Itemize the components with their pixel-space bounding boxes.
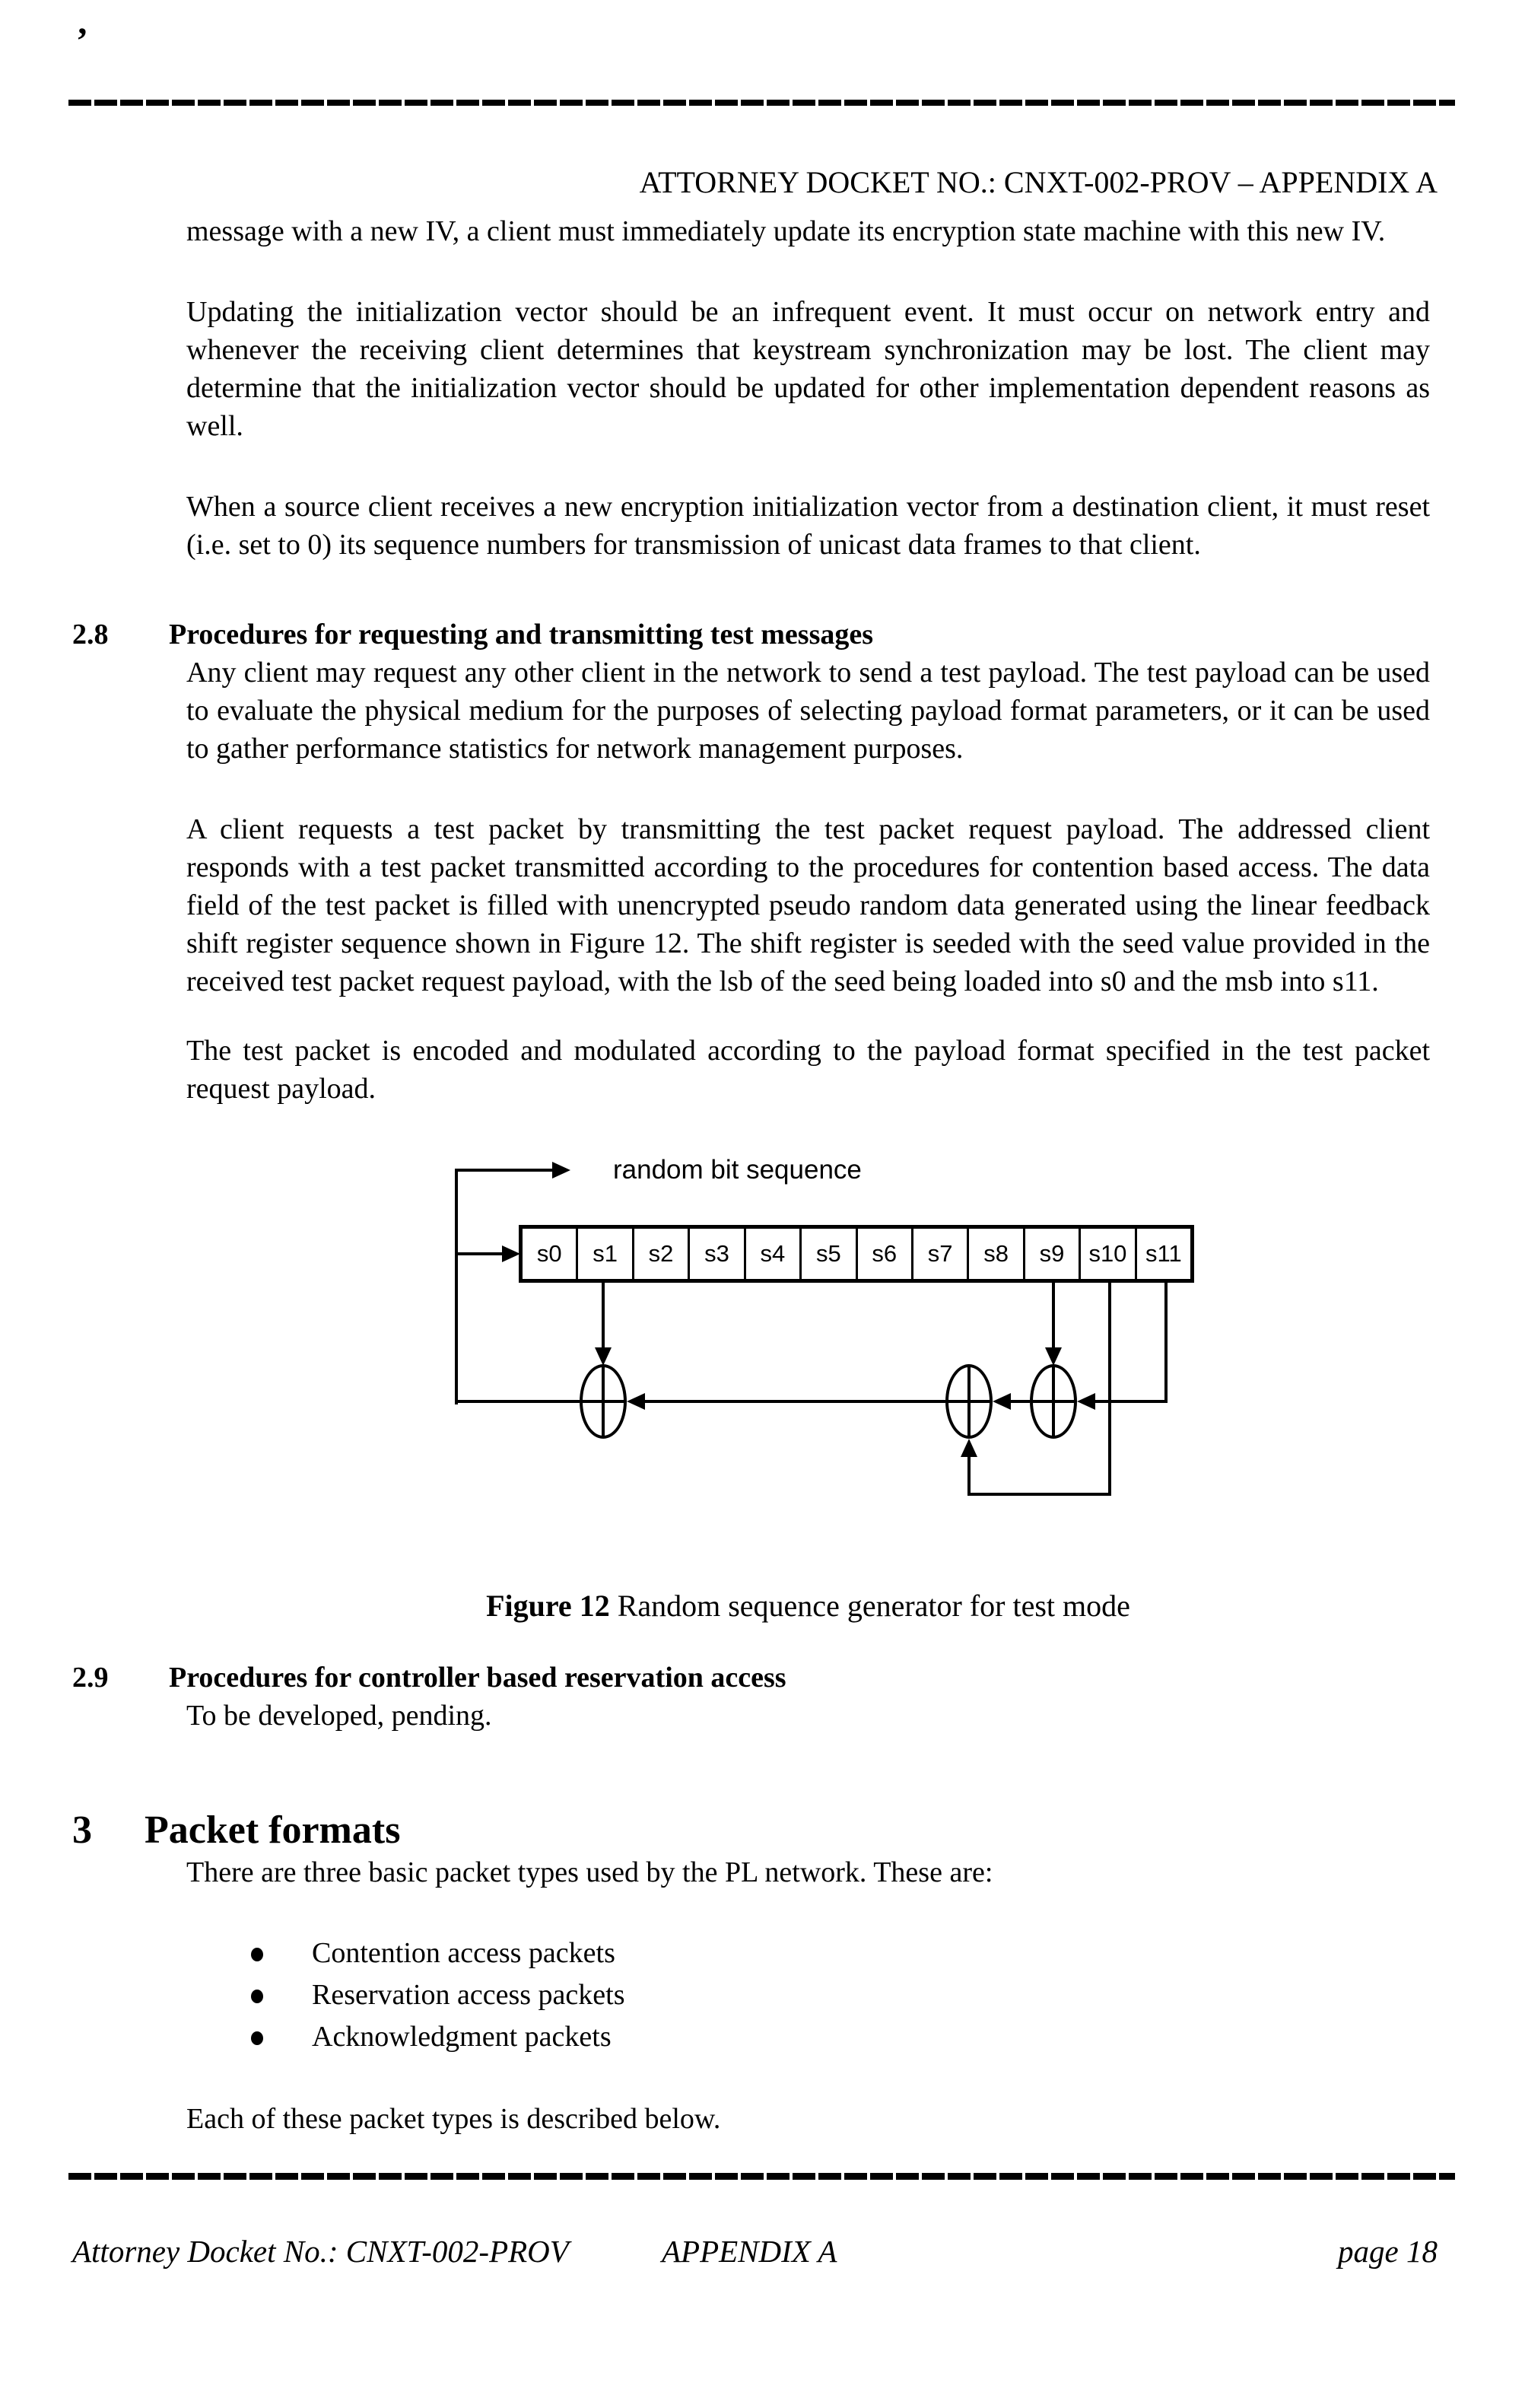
xor3-input-arrowhead-icon [1077,1393,1095,1410]
register-cell-s0: s0 [536,1240,562,1267]
register-cell-s1: s1 [576,1229,631,1279]
section-2-9-heading [72,1659,1430,1697]
figure-12-diagram [0,1152,1525,1555]
register-cell-s7: s7 [911,1229,967,1279]
section-2-8-title: Procedures for requesting and transmitting test messages [169,619,874,651]
feedback-line [455,1169,458,1404]
register-input-line [456,1252,502,1255]
xor-gate-2-icon [945,1364,993,1439]
list-item-reservation: Reservation access packets [312,1974,1525,2016]
register-cell-s10: s10 [1079,1229,1134,1279]
paragraph-test-packet-request: A client requests a test packet by transmitting the test packet request payload. The addressed client responds with a test packet transmitted according to the procedures for contention based access. The data field of the test packet is filled with unencrypted pseudo random data generated using the linear feedback shift register sequence shown in Figure 12. The shift register is seeded with the seed value provided in the received test packet request payload, with the lsb of the seed being loaded into s0 and the msb into s11. [186,813,1430,997]
footer-docket: Attorney Docket No.: CNXT-002-PROV [72,2234,569,2269]
register-cell-s9: s9 [1023,1229,1079,1279]
paragraph-packet-types-outro: Each of these packet types is described below. [186,2103,721,2135]
paragraph-iv-update: message with a new IV, a client must immediately update its encryption state machine with this new IV. [186,215,1386,247]
section-3-number: 3 [72,1808,92,1852]
tap-s9-line [1052,1283,1055,1347]
register-cell-s5: s5 [799,1229,855,1279]
tap-s10-arrowhead-icon [961,1439,977,1457]
random-bit-sequence-label: random bit sequence [613,1155,862,1185]
xor1-output-line [456,1400,580,1403]
register-cell-s4: s4 [744,1229,799,1279]
xor-gate-1-icon [580,1364,627,1439]
tap-s10-line [1108,1283,1111,1496]
bottom-rule [68,2173,1455,2180]
register-cell-s11: s11 [1135,1229,1190,1279]
tap-s9-arrowhead-icon [1045,1347,1062,1366]
register-cell-s8: s8 [967,1229,1022,1279]
tap-s10-riser-line [967,1455,971,1493]
section-3-heading [72,1808,1406,1853]
register-cell-s2: s2 [632,1229,688,1279]
tap-s11-line [1164,1283,1168,1403]
output-arrowhead-icon [552,1162,570,1179]
register-cell-s6: s6 [856,1229,911,1279]
paragraph-test-packet-encoding: The test packet is encoded and modulated according to the payload format specified in the test packet request payload. [186,1035,1430,1105]
figure-12-caption-text: Random sequence generator for test mode [609,1589,1130,1623]
paragraph-test-payload: Any client may request any other client in the network to send a test payload. The test payload can be used to evaluate the physical medium for the purposes of selecting payload format parameters, or it can be used to gather performance statistics for network management purposes. [186,657,1430,765]
list-item-contention: Contention access packets [312,1932,1525,1974]
page-footer [0,2232,1525,2278]
tap-s1-line [602,1283,605,1347]
output-line [456,1169,552,1172]
xor2-input-arrowhead-icon [993,1393,1011,1410]
footer-appendix: APPENDIX A [662,2234,837,2269]
figure-12-caption-label: Figure 12 [486,1589,610,1623]
paragraph-to-be-developed: To be developed, pending. [186,1700,492,1732]
paragraph-init-vector: Updating the initialization vector should be an infrequent event. It must occur on network entry and whenever the receiving client determines that keystream synchronization may be lost. The client may determine that the initialization vector should be updated for other implementation dependent reasons as well. [186,296,1430,442]
section-3-title: Packet formats [145,1808,401,1852]
tap-s1-arrowhead-icon [595,1347,612,1366]
tap-s10-bottom-line [967,1493,1111,1496]
list-item-acknowledgment: Acknowledgment packets [312,2016,1525,2058]
section-2-8-number: 2.8 [72,619,109,651]
section-2-9-title: Procedures for controller based reservation access [169,1662,786,1694]
shift-register [519,1225,1194,1283]
s11-to-xor3-line [1095,1400,1166,1403]
register-cell-s3: s3 [688,1229,743,1279]
section-2-9-number: 2.9 [72,1662,109,1694]
section-2-8-heading [72,616,1430,654]
figure-12-caption [186,1587,1430,1625]
xor-gate-3-icon [1030,1364,1077,1439]
xor3-to-xor2-line [1011,1400,1030,1403]
footer-page-number: page 18 [1338,2234,1438,2269]
top-rule [68,100,1455,106]
paragraph-packet-types-intro: There are three basic packet types used by the PL network. These are: [186,1856,993,1888]
paragraph-source-client: When a source client receives a new encryption initialization vector from a destination client, it must reset (i.e. set to 0) its sequence numbers for transmission of unicast data frames to that client. [186,491,1430,561]
xor2-to-xor1-line [645,1400,945,1403]
stray-scan-mark: ’ [76,21,88,61]
packet-type-list [0,1932,1525,2058]
page-header: ATTORNEY DOCKET NO.: CNXT-002-PROV – APPENDIX A [639,165,1438,199]
xor1-input-arrowhead-icon [627,1393,645,1410]
register-input-arrowhead-icon [502,1245,520,1262]
